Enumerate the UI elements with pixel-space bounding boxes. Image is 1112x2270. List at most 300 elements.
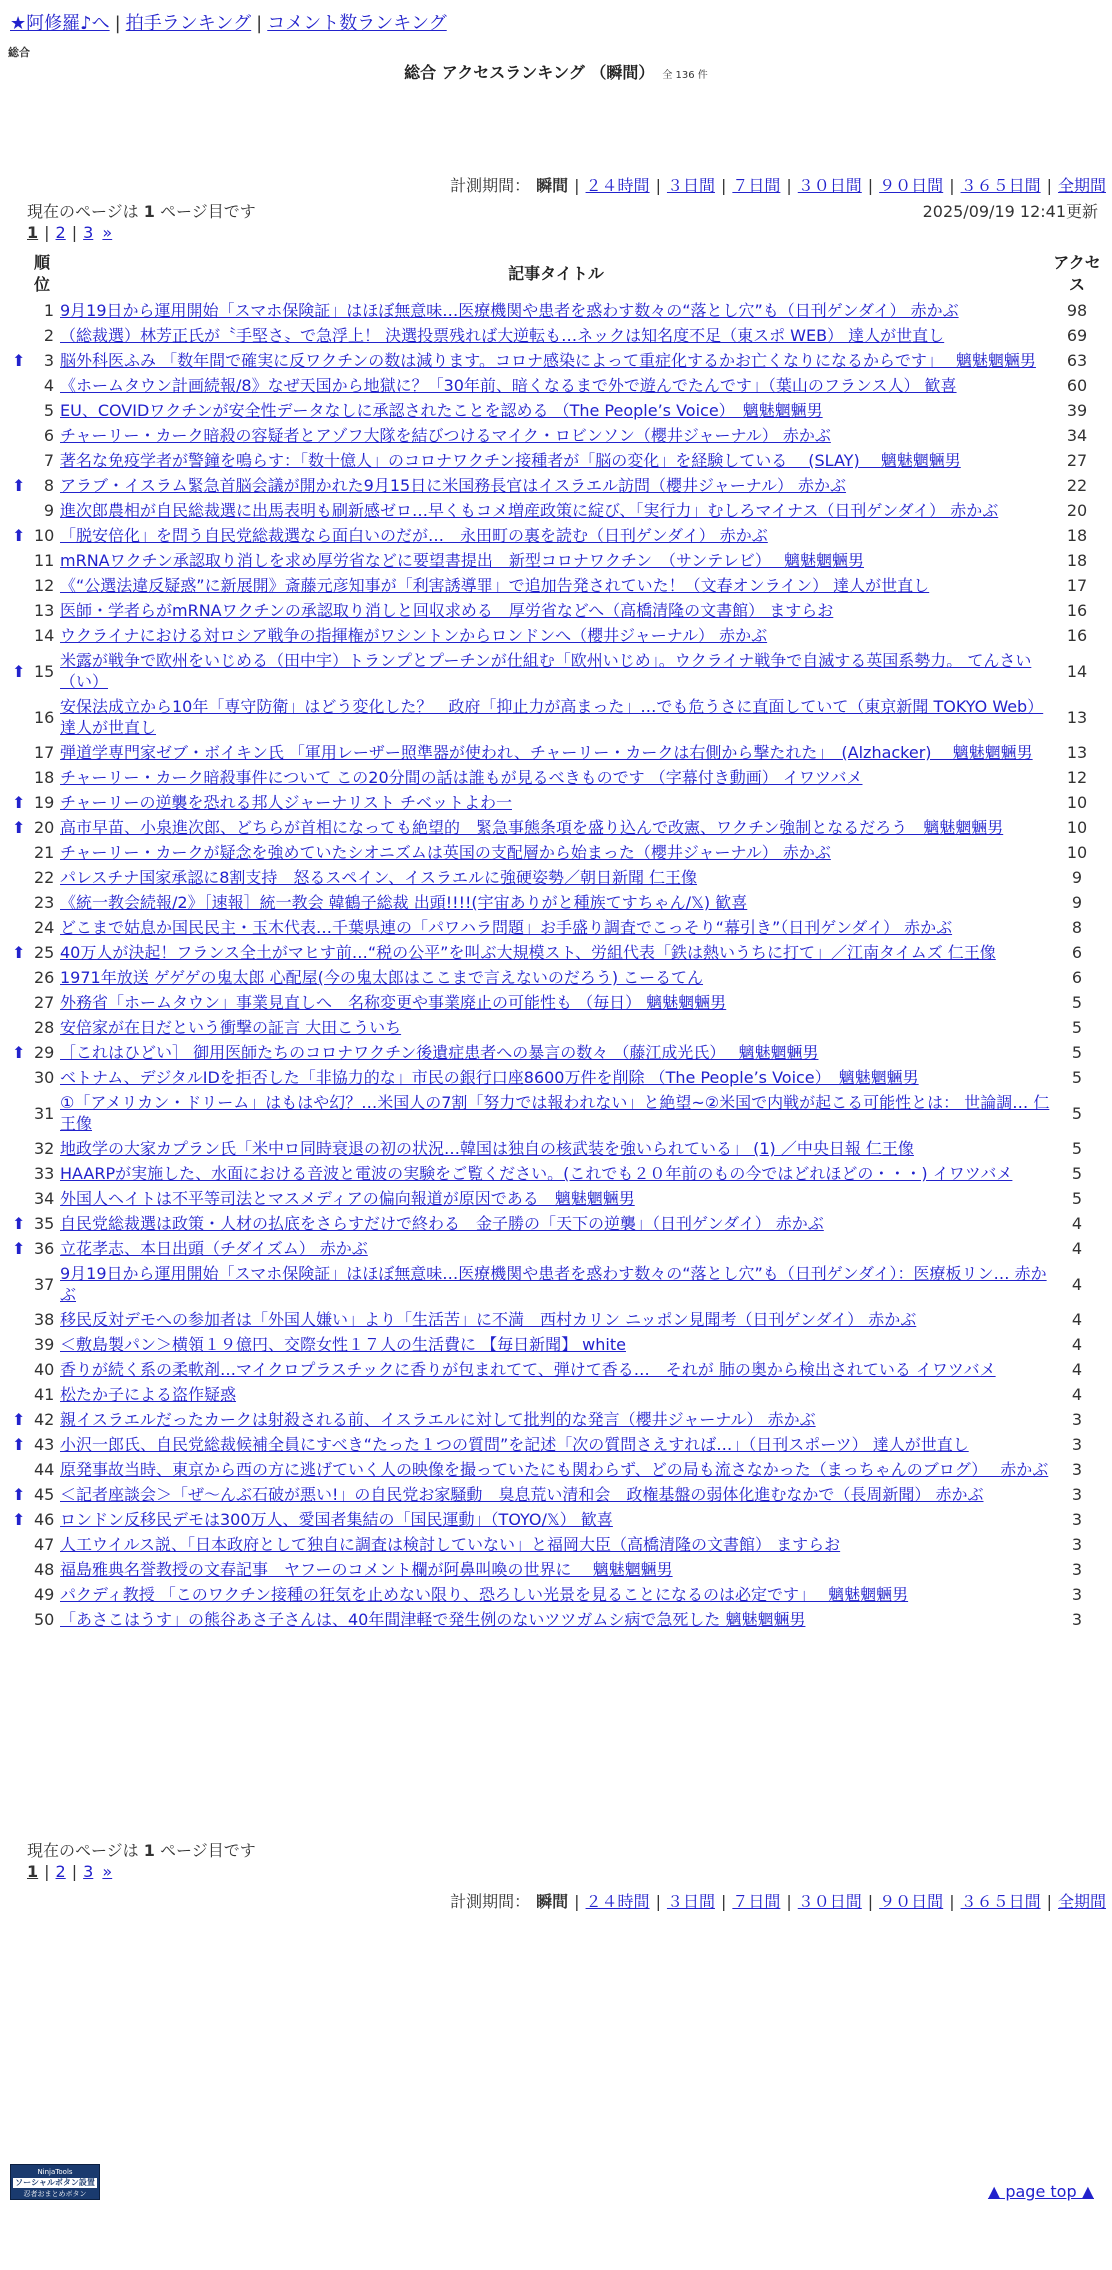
title-cell bbox=[60, 1457, 1052, 1482]
period-selector-top bbox=[450, 173, 1106, 196]
table-row bbox=[12, 648, 1102, 694]
article-link[interactable]: 高市早苗、小泉進次郎、どちらが首相になっても絶望的 緊急事態条項を盛り込んで改憲、ワクチン強制となるだろう 魑魅魍魎男 bbox=[60, 818, 1004, 837]
period-link[interactable]: ３６５日間 bbox=[960, 176, 1041, 195]
arrow-cell bbox=[12, 398, 34, 423]
rank-number: 40 bbox=[34, 1360, 55, 1379]
rank-up-arrow-icon: ⬆ bbox=[12, 526, 26, 545]
arrow-cell bbox=[12, 323, 34, 348]
access-count: 3 bbox=[1071, 1510, 1083, 1529]
pager-link[interactable]: 2 bbox=[55, 223, 66, 242]
access-count: 16 bbox=[1066, 601, 1088, 620]
period-link[interactable]: ３０日間 bbox=[797, 176, 862, 195]
article-link[interactable]: ＜敷島製パン＞横領１９億円、交際女性１７人の生活費に 【毎日新聞】 white bbox=[60, 1335, 626, 1354]
table-row bbox=[12, 1090, 1102, 1136]
rank-number: 47 bbox=[34, 1535, 55, 1554]
rank-up-arrow-icon: ⬆ bbox=[12, 818, 26, 837]
title-header: 記事タイトル bbox=[508, 264, 604, 283]
access-count: 39 bbox=[1066, 401, 1088, 420]
title-cell bbox=[60, 548, 1052, 573]
period-link[interactable]: ７日間 bbox=[732, 176, 781, 195]
access-count: 69 bbox=[1066, 326, 1088, 345]
ranking-table bbox=[12, 250, 1102, 1632]
rank-number: 27 bbox=[34, 993, 55, 1012]
rank-number: 19 bbox=[34, 793, 55, 812]
pager-current[interactable]: 1 bbox=[27, 1862, 39, 1881]
rank-number: 29 bbox=[34, 1043, 55, 1062]
rank-number: 32 bbox=[34, 1139, 55, 1158]
article-link[interactable]: 9月19日から運用開始「スマホ保険証」はほぼ無意味…医療機関や患者を惑わす数々の“落とし穴”も（日刊ゲンダイ）：医療板リン… 赤かぶ bbox=[60, 1264, 1047, 1304]
title-cell bbox=[60, 1607, 1052, 1632]
title-cell bbox=[60, 740, 1052, 765]
rank-number: 11 bbox=[34, 551, 55, 570]
access-count: 4 bbox=[1071, 1214, 1083, 1233]
access-count: 3 bbox=[1071, 1610, 1083, 1629]
arrow-cell bbox=[12, 373, 34, 398]
title-cell bbox=[60, 1557, 1052, 1582]
title-cell bbox=[60, 1136, 1052, 1161]
article-link[interactable]: 40万人が決起！フランス全土がマヒす前…“税の公平”を叫ぶ大規模スト、労組代表「鉄は熱いうちに打て」／江南タイムズ 仁王像 bbox=[60, 943, 996, 962]
table-row bbox=[12, 1186, 1102, 1211]
article-link[interactable]: 「脱安倍化」を問う自民党総裁選なら面白いのだが… 永田町の裏を読む（日刊ゲンダイ） 赤かぶ bbox=[60, 526, 768, 545]
comment-ranking-link[interactable]: コメント数ランキング bbox=[267, 13, 447, 34]
rank-number: 42 bbox=[34, 1410, 55, 1429]
access-count: 4 bbox=[1071, 1239, 1083, 1258]
period-link[interactable]: ７日間 bbox=[732, 1892, 781, 1911]
current-page-info-top: 現在のページは 1 ページ目です bbox=[27, 202, 256, 221]
period-separator: | bbox=[867, 176, 874, 195]
table-row bbox=[12, 1607, 1102, 1632]
article-link[interactable]: 松たか子による盗作疑惑 bbox=[60, 1385, 237, 1404]
title-cell bbox=[60, 348, 1052, 373]
article-link[interactable]: 地政学の大家カプラン氏「米中ロ同時衰退の初の状況…韓国は独自の核武装を強いられている」 (1) ／中央日報 仁王像 bbox=[60, 1139, 914, 1158]
access-count: 5 bbox=[1071, 1103, 1083, 1123]
period-link[interactable]: ３日間 bbox=[666, 176, 715, 195]
access-count: 3 bbox=[1071, 1535, 1083, 1554]
table-row bbox=[12, 1482, 1102, 1507]
article-link[interactable]: 《ホームタウン計画続報/8》なぜ天国から地獄に？「30年前、暗くなるまで外で遊んでたんです」（葉山のフランス人） 歓喜 bbox=[60, 376, 957, 395]
arrow-cell bbox=[12, 1015, 34, 1040]
rank-number: 36 bbox=[34, 1239, 55, 1258]
pager-link[interactable]: 3 bbox=[83, 1862, 94, 1881]
title-cell bbox=[60, 498, 1052, 523]
arrow-cell bbox=[12, 423, 34, 448]
access-count: 13 bbox=[1066, 707, 1088, 727]
article-link[interactable]: ウクライナにおける対ロシア戦争の指揮権がワシントンからロンドンへ（櫻井ジャーナル） 赤かぶ bbox=[60, 626, 768, 645]
rank-number: 23 bbox=[34, 893, 55, 912]
pager-next[interactable]: » bbox=[102, 223, 113, 242]
period-label: 計測期間： bbox=[450, 176, 531, 195]
table-row bbox=[12, 815, 1102, 840]
title-cell bbox=[60, 298, 1052, 323]
access-count: 5 bbox=[1071, 1043, 1083, 1062]
rank-number: 33 bbox=[34, 1164, 55, 1183]
updated-timestamp: 2025/09/19 12:41更新 bbox=[922, 202, 1098, 221]
arrow-cell bbox=[12, 765, 34, 790]
period-link[interactable]: ３６５日間 bbox=[960, 1892, 1041, 1911]
access-count: 3 bbox=[1071, 1460, 1083, 1479]
arrow-cell bbox=[12, 990, 34, 1015]
rank-number: 35 bbox=[34, 1214, 55, 1233]
title-cell bbox=[60, 1040, 1052, 1065]
table-row bbox=[12, 694, 1102, 740]
period-separator: | bbox=[949, 176, 955, 195]
period-separator: | bbox=[949, 1892, 955, 1911]
title-cell bbox=[60, 423, 1052, 448]
ninja-banner-top-text: NinjaTools bbox=[37, 2168, 73, 2176]
pager-current[interactable]: 1 bbox=[27, 223, 39, 242]
article-link[interactable]: 《統一教会続報/2》［速報］統一教会 韓鶴子総裁 出頭!!!!(宇宙ありがと種族てすちゃん/𝕏) 歓喜 bbox=[60, 893, 748, 912]
rank-number: 15 bbox=[34, 661, 55, 681]
article-link[interactable]: チャーリー・カークが疑念を強めていたシオニズムは英国の支配層から始まった（櫻井ジャーナル） 赤かぶ bbox=[60, 843, 831, 862]
rank-number: 6 bbox=[43, 426, 54, 445]
access-count: 3 bbox=[1071, 1585, 1083, 1604]
ashura-home-link[interactable]: ★阿修羅♪へ bbox=[10, 13, 110, 34]
arrow-cell bbox=[12, 573, 34, 598]
title-cell bbox=[60, 648, 1052, 694]
article-link[interactable]: アラブ・イスラム緊急首脳会議が開かれた9月15日に米国務長官はイスラエル訪問（櫻井ジャーナル） 赤かぶ bbox=[60, 476, 847, 495]
title-cell bbox=[60, 1582, 1052, 1607]
title-cell bbox=[60, 765, 1052, 790]
table-row bbox=[12, 840, 1102, 865]
table-row bbox=[12, 1261, 1102, 1307]
rank-up-arrow-icon: ⬆ bbox=[12, 1410, 26, 1429]
period-separator: | bbox=[574, 176, 580, 195]
rank-number: 13 bbox=[34, 601, 55, 620]
table-row bbox=[12, 1457, 1102, 1482]
title-cell bbox=[60, 1507, 1052, 1532]
article-link[interactable]: 《“公選法違反疑惑”に新展開》斎藤元彦知事が「利害誘導罪」で追加告発されていた！（文春オンライン） 達人が世直し bbox=[60, 576, 930, 595]
access-count: 4 bbox=[1071, 1310, 1083, 1329]
article-link[interactable]: ［これはひどい］ 御用医師たちのコロナワクチン後遺症患者への暴言の数々 （藤江成光氏） 魑魅魍魎男 bbox=[60, 1043, 819, 1062]
table-row bbox=[12, 1557, 1102, 1582]
rank-number: 28 bbox=[34, 1018, 55, 1037]
period-separator: | bbox=[720, 1892, 727, 1911]
arrow-cell bbox=[12, 598, 34, 623]
article-link[interactable]: 1971年放送 ゲゲゲの鬼太郎 心配屋(今の鬼太郎はここまで言えないのだろう) こーるてん bbox=[60, 968, 704, 987]
access-count: 8 bbox=[1071, 918, 1083, 937]
rank-up-arrow-icon: ⬆ bbox=[12, 351, 26, 370]
article-link[interactable]: 香りが続く系の柔軟剤…マイクロプラスチックに香りが包まれてて、弾けて香る… それが 肺の奥から検出されている イワツバメ bbox=[60, 1360, 996, 1379]
article-link[interactable]: 医師・学者らがmRNAワクチンの承認取り消しと回収求める 厚労省などへ（高橋清隆の文書館） ますらお bbox=[60, 601, 834, 620]
rank-up-arrow-icon: ⬆ bbox=[12, 1043, 26, 1062]
table-row bbox=[12, 890, 1102, 915]
arrow-cell bbox=[12, 448, 34, 473]
table-row bbox=[12, 1307, 1102, 1332]
article-link[interactable]: 外務省「ホームタウン」事業見直しへ 名称変更や事業廃止の可能性も （毎日） 魑魅魍魎男 bbox=[60, 993, 727, 1012]
access-count: 13 bbox=[1066, 743, 1088, 762]
title-cell bbox=[60, 694, 1052, 740]
ninja-banner-main-text: ソーシャルボタン設置 bbox=[13, 2178, 97, 2188]
article-link[interactable]: 進次郎農相が自民総裁選に出馬表明も刷新感ゼロ…早くもコメ増産政策に綻び、「実行力」むしろマイナス（日刊ゲンダイ） 赤かぶ bbox=[60, 501, 999, 520]
arrow-cell bbox=[12, 1161, 34, 1186]
access-count: 16 bbox=[1066, 626, 1088, 645]
access-count: 3 bbox=[1071, 1435, 1083, 1454]
pager-next[interactable]: » bbox=[102, 1862, 113, 1881]
title-cell bbox=[60, 1532, 1052, 1557]
access-count: 5 bbox=[1071, 1139, 1083, 1158]
title-cell bbox=[60, 940, 1052, 965]
rank-up-arrow-icon: ⬆ bbox=[12, 1239, 26, 1258]
rank-number: 50 bbox=[34, 1610, 55, 1629]
ranking-heading bbox=[0, 60, 1112, 83]
title-cell bbox=[60, 623, 1052, 648]
article-link[interactable]: 安倍家が在日だという衝撃の証言 大田こういち bbox=[60, 1018, 402, 1037]
title-cell bbox=[60, 448, 1052, 473]
article-link[interactable]: 米露が戦争で欧州をいじめる（田中宇）トランプとプーチンが仕組む「欧州いじめ」。ウクライナ戦争で自滅する英国系勢力。 てんさい（い） bbox=[60, 651, 1032, 691]
period-separator: | bbox=[786, 1892, 792, 1911]
arrow-header bbox=[12, 250, 34, 298]
period-link[interactable]: ９０日間 bbox=[879, 1892, 944, 1911]
period-link[interactable]: ９０日間 bbox=[879, 176, 944, 195]
ninja-tools-banner[interactable] bbox=[10, 2164, 100, 2200]
article-link[interactable]: ①「アメリカン・ドリーム」はもはや幻？…米国人の7割「努力では報われない」と絶望~②米国で内戦が起こる可能性とは： 世論調… 仁王像 bbox=[60, 1093, 1050, 1133]
nav-separator: | bbox=[256, 13, 263, 34]
title-cell bbox=[60, 1261, 1052, 1307]
table-row bbox=[12, 1382, 1102, 1407]
access-count: 5 bbox=[1071, 1018, 1083, 1037]
rank-number: 39 bbox=[34, 1335, 55, 1354]
pagination-top bbox=[27, 223, 112, 242]
article-link[interactable]: 小沢一郎氏、自民党総裁候補全員にすべき“たった１つの質問”を記述「次の質問さえすれば…」（日刊スポーツ） 達人が世直し bbox=[60, 1435, 969, 1454]
arrow-cell bbox=[12, 890, 34, 915]
rank-up-arrow-icon: ⬆ bbox=[12, 1485, 26, 1504]
page-top-link[interactable]: ▲ page top ▲ bbox=[987, 2182, 1094, 2201]
table-row bbox=[12, 498, 1102, 523]
article-link[interactable]: チャーリー・カーク暗殺の容疑者とアゾフ大隊を結びつけるマイク・ロビンソン（櫻井ジャーナル） 赤かぶ bbox=[60, 426, 831, 445]
table-row bbox=[12, 1136, 1102, 1161]
category-label: 総合 bbox=[8, 46, 30, 59]
article-link[interactable]: EU、COVIDワクチンが安全性データなしに承認されたことを認める （The People’s Voice） 魑魅魍魎男 bbox=[60, 401, 823, 420]
title-cell bbox=[60, 1332, 1052, 1357]
table-row bbox=[12, 1236, 1102, 1261]
article-link[interactable]: 立花孝志、本日出頭（チダイズム） 赤かぶ bbox=[60, 1239, 368, 1258]
article-link[interactable]: mRNAワクチン承認取り消しを求め厚労省などに要望書提出 新型コロナワクチン （サンテレビ） 魑魅魍魎男 bbox=[60, 551, 864, 570]
period-link[interactable]: ２４時間 bbox=[585, 176, 650, 195]
article-link[interactable]: パレスチナ国家承認に8割支持 怒るスペイン、イスラエルに強硬姿勢／朝日新聞 仁王像 bbox=[60, 868, 698, 887]
article-link[interactable]: 弾道学専門家ゼブ・ボイキン氏 「軍用レーザー照準器が使われ、チャーリー・カークは右側から撃たれた」 (Alzhacker) 魑魅魍魎男 bbox=[60, 743, 1033, 762]
period-separator: | bbox=[655, 1892, 661, 1911]
arrow-cell bbox=[12, 915, 34, 940]
arrow-cell bbox=[12, 1557, 34, 1582]
access-header: アクセス bbox=[1053, 253, 1101, 294]
access-count: 18 bbox=[1066, 526, 1088, 545]
title-cell bbox=[60, 915, 1052, 940]
access-count: 18 bbox=[1066, 551, 1088, 570]
title-cell bbox=[60, 523, 1052, 548]
rank-number: 12 bbox=[34, 576, 55, 595]
title-cell bbox=[60, 598, 1052, 623]
rank-number: 48 bbox=[34, 1560, 55, 1579]
title-cell bbox=[60, 1357, 1052, 1382]
arrow-cell bbox=[12, 548, 34, 573]
article-link[interactable]: （総裁選）林芳正氏が〝手堅さ〟で急浮上！ 決選投票残れば大逆転も…ネックは知名度不足（東スポ WEB） 達人が世直し bbox=[60, 326, 945, 345]
table-row bbox=[12, 448, 1102, 473]
table-row bbox=[12, 1532, 1102, 1557]
rank-number: 4 bbox=[43, 376, 54, 395]
table-row bbox=[12, 1065, 1102, 1090]
arrow-cell bbox=[12, 694, 34, 740]
pager-separator: | bbox=[71, 223, 78, 242]
access-count: 5 bbox=[1071, 1189, 1083, 1208]
article-link[interactable]: 9月19日から運用開始「スマホ保険証」はほぼ無意味…医療機関や患者を惑わす数々の“落とし穴”も（日刊ゲンダイ） 赤かぶ bbox=[60, 301, 959, 320]
title-cell bbox=[60, 1211, 1052, 1236]
article-link[interactable]: 脳外科医ふみ 「数年間で確実に反ワクチンの数は減ります。コロナ感染によって重症化するかお亡くなりになるからです」 魑魅魍魎男 bbox=[60, 351, 1036, 370]
title-cell bbox=[60, 1482, 1052, 1507]
arrow-cell bbox=[12, 623, 34, 648]
arrow-cell bbox=[12, 965, 34, 990]
article-link[interactable]: 福島雅典名誉教授の文春記事 ヤフーのコメント欄が阿鼻叫喚の世界に 魑魅魍魎男 bbox=[60, 1560, 673, 1579]
pager-link[interactable]: 3 bbox=[83, 223, 94, 242]
table-row bbox=[12, 1582, 1102, 1607]
access-count: 4 bbox=[1071, 1274, 1083, 1294]
rank-number: 9 bbox=[43, 501, 54, 520]
period-separator: | bbox=[786, 176, 792, 195]
period-current: 瞬間 bbox=[536, 176, 569, 195]
access-count: 10 bbox=[1066, 843, 1088, 862]
access-count: 4 bbox=[1071, 1335, 1083, 1354]
period-separator: | bbox=[1046, 1892, 1052, 1911]
access-count: 17 bbox=[1066, 576, 1088, 595]
arrow-cell bbox=[12, 1307, 34, 1332]
article-link[interactable]: チャーリー・カーク暗殺事件について この20分間の話は誰もが見るべきものです （字幕付き動画） イワツバメ bbox=[60, 768, 863, 787]
period-selector-bottom bbox=[450, 1889, 1106, 1912]
rank-number: 22 bbox=[34, 868, 55, 887]
arrow-cell bbox=[12, 1582, 34, 1607]
pager-separator: | bbox=[71, 1862, 78, 1881]
arrow-cell bbox=[12, 1607, 34, 1632]
period-link[interactable]: ３日間 bbox=[666, 1892, 715, 1911]
rank-number: 21 bbox=[34, 843, 55, 862]
article-link[interactable]: 親イスラエルだったカークは射殺される前、イスラエルに対して批判的な発言（櫻井ジャーナル） 赤かぶ bbox=[60, 1410, 816, 1429]
rank-up-arrow-icon: ⬆ bbox=[12, 1214, 26, 1233]
title-cell bbox=[60, 1090, 1052, 1136]
article-link[interactable]: 原発事故当時、東京から西の方に逃げていく人の映像を撮っていたにも関わらず、どの局も流さなかった（まっちゃんのブログ） 赤かぶ bbox=[60, 1460, 1049, 1479]
arrow-cell bbox=[12, 1532, 34, 1557]
title-cell bbox=[60, 573, 1052, 598]
article-link[interactable]: 人工ウイルス説、「日本政府として独自に調査は検討していない」と福岡大臣（高橋清隆の文書館） ますらお bbox=[60, 1535, 841, 1554]
title-cell bbox=[60, 815, 1052, 840]
table-row bbox=[12, 740, 1102, 765]
title-cell bbox=[60, 890, 1052, 915]
period-separator: | bbox=[655, 176, 661, 195]
table-row bbox=[12, 373, 1102, 398]
table-row bbox=[12, 915, 1102, 940]
title-cell bbox=[60, 990, 1052, 1015]
table-row bbox=[12, 1407, 1102, 1432]
period-current: 瞬間 bbox=[536, 1892, 569, 1911]
rank-up-arrow-icon: ⬆ bbox=[12, 943, 26, 962]
table-row bbox=[12, 523, 1102, 548]
table-row bbox=[12, 965, 1102, 990]
access-count: 14 bbox=[1066, 661, 1088, 681]
article-link[interactable]: パクディ教授 「このワクチン接種の狂気を止めない限り、恐ろしい光景を見ることになるのは必定です」 魑魅魍魎男 bbox=[60, 1585, 909, 1604]
pagination-bottom bbox=[27, 1862, 112, 1881]
rank-number: 26 bbox=[34, 968, 55, 987]
access-count: 22 bbox=[1066, 476, 1088, 495]
arrow-cell bbox=[12, 1357, 34, 1382]
table-row bbox=[12, 1015, 1102, 1040]
title-cell bbox=[60, 790, 1052, 815]
arrow-cell bbox=[12, 1136, 34, 1161]
period-separator: | bbox=[720, 176, 727, 195]
arrow-cell bbox=[12, 740, 34, 765]
access-count: 3 bbox=[1071, 1410, 1083, 1429]
rank-number: 45 bbox=[34, 1485, 55, 1504]
article-link[interactable]: 自民党総裁選は政策・人材の払底をさらすだけで終わる 金子勝の「天下の逆襲」（日刊ゲンダイ） 赤かぶ bbox=[60, 1214, 824, 1233]
article-link[interactable]: 「あさこはうす」の熊谷あさ子さんは、40年間津軽で発生例のないツツガムシ病で急死した 魑魅魍魎男 bbox=[60, 1610, 806, 1629]
title-cell bbox=[60, 865, 1052, 890]
rank-number: 30 bbox=[34, 1068, 55, 1087]
rank-number: 3 bbox=[43, 351, 54, 370]
pager-link[interactable]: 2 bbox=[55, 1862, 66, 1881]
rank-up-arrow-icon: ⬆ bbox=[12, 661, 26, 681]
access-count: 4 bbox=[1071, 1385, 1083, 1404]
rank-number: 46 bbox=[34, 1510, 55, 1529]
article-link[interactable]: 安保法成立から10年「専守防衛」はどう変化した？ 政府「抑止力が高まった」…でも危うさに直面していて（東京新聞 TOKYO Web） 達人が世直し bbox=[60, 697, 1044, 737]
arrow-cell bbox=[12, 1382, 34, 1407]
title-cell bbox=[60, 965, 1052, 990]
table-row bbox=[12, 298, 1102, 323]
rank-number: 2 bbox=[43, 326, 54, 345]
article-link[interactable]: 移民反対デモへの参加者は「外国人嫌い」より「生活苦」に不満 西村カリン ニッポン見聞考（日刊ゲンダイ） 赤かぶ bbox=[60, 1310, 917, 1329]
article-link[interactable]: ロンドン反移民デモは300万人、愛国者集結の「国民運動」（TOYO/𝕏） 歓喜 bbox=[60, 1510, 613, 1529]
period-label: 計測期間： bbox=[450, 1892, 531, 1911]
period-link[interactable]: 全期間 bbox=[1057, 176, 1106, 195]
access-count: 3 bbox=[1071, 1560, 1083, 1579]
article-link[interactable]: 著名な免疫学者が警鐘を鳴らす：「数十億人」のコロナワクチン接種者が「脳の変化」を経験している (SLAY) 魑魅魍魎男 bbox=[60, 451, 961, 470]
rank-up-arrow-icon: ⬆ bbox=[12, 1435, 26, 1454]
table-header-row bbox=[12, 250, 1102, 298]
table-row bbox=[12, 1432, 1102, 1457]
access-count: 9 bbox=[1071, 868, 1083, 887]
title-cell bbox=[60, 1161, 1052, 1186]
clap-ranking-link[interactable]: 拍手ランキング bbox=[125, 13, 252, 34]
title-cell bbox=[60, 840, 1052, 865]
article-link[interactable]: HAARPが実施した、水面における音波と電波の実験をご覧ください。(これでも２０年前のもの今ではどれほどの・・・) イワツバメ bbox=[60, 1164, 1013, 1183]
access-count: 5 bbox=[1071, 993, 1083, 1012]
arrow-cell bbox=[12, 840, 34, 865]
period-link[interactable]: ３０日間 bbox=[797, 1892, 862, 1911]
article-link[interactable]: 外国人ヘイトは不平等司法とマスメディアの偏向報道が原因である 魑魅魍魎男 bbox=[60, 1189, 635, 1208]
access-count: 6 bbox=[1071, 943, 1083, 962]
article-link[interactable]: ベトナム、デジタルIDを拒否した「非協力的な」市民の銀行口座8600万件を削除 （The People’s Voice） 魑魅魍魎男 bbox=[60, 1068, 919, 1087]
access-count: 3 bbox=[1071, 1485, 1083, 1504]
arrow-cell bbox=[12, 1332, 34, 1357]
rank-number: 34 bbox=[34, 1189, 55, 1208]
table-row bbox=[12, 990, 1102, 1015]
top-navigation bbox=[10, 9, 447, 35]
rank-number: 44 bbox=[34, 1460, 55, 1479]
article-link[interactable]: ＜記者座談会＞「ぜ～んぶ石破が悪い!」の自民党お家騒動 臭息荒い清和会 政権基盤の弱体化進むなかで（長周新聞） 赤かぶ bbox=[60, 1485, 984, 1504]
article-link[interactable]: どこまで姑息か国民民主・玉木代表…千葉県連の「パワハラ問題」お手盛り調査でこっそり“幕引き”（日刊ゲンダイ） 赤かぶ bbox=[60, 918, 953, 937]
title-cell bbox=[60, 1236, 1052, 1261]
access-count: 60 bbox=[1066, 376, 1088, 395]
table-row bbox=[12, 348, 1102, 373]
arrow-cell bbox=[12, 1065, 34, 1090]
table-row bbox=[12, 790, 1102, 815]
title-cell bbox=[60, 323, 1052, 348]
table-row bbox=[12, 1040, 1102, 1065]
period-separator: | bbox=[867, 1892, 874, 1911]
rank-number: 17 bbox=[34, 743, 55, 762]
table-row bbox=[12, 1161, 1102, 1186]
period-link[interactable]: 全期間 bbox=[1057, 1892, 1106, 1911]
period-link[interactable]: ２４時間 bbox=[585, 1892, 650, 1911]
rank-number: 8 bbox=[43, 476, 54, 495]
article-link[interactable]: チャーリーの逆襲を恐れる邦人ジャーナリスト チベットよわ一 bbox=[60, 793, 512, 812]
pager-separator: | bbox=[44, 223, 50, 242]
period-separator: | bbox=[574, 1892, 580, 1911]
